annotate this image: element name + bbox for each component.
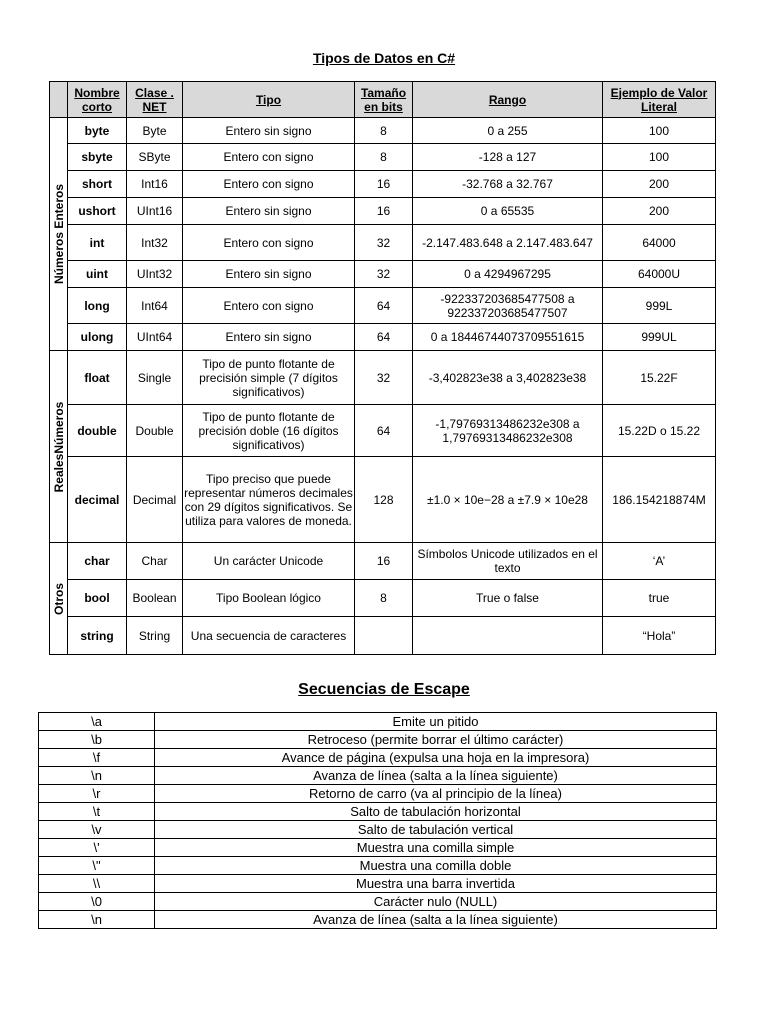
escape-title: Secuencias de Escape xyxy=(298,681,470,698)
cell-ejemplo: 15.22D o 15.22 xyxy=(603,405,716,457)
cell-tipo: Una secuencia de caracteres xyxy=(183,617,355,655)
cell-nombre: double xyxy=(68,405,127,457)
escape-desc: Avance de página (expulsa una hoja en la impresora) xyxy=(155,749,717,767)
escape-seq: \0 xyxy=(39,893,155,911)
cell-clase-net: Decimal xyxy=(127,457,183,543)
cell-tamano: 32 xyxy=(355,351,413,405)
cell-tamano: 8 xyxy=(355,144,413,171)
escape-row xyxy=(39,731,717,749)
cell-tipo: Entero sin signo xyxy=(183,198,355,225)
escape-desc: Retroceso (permite borrar el último carácter) xyxy=(155,731,717,749)
cell-clase-net: Single xyxy=(127,351,183,405)
cell-clase-net: String xyxy=(127,617,183,655)
cell-rango: -128 a 127 xyxy=(413,144,603,171)
cell-rango: 0 a 4294967295 xyxy=(413,261,603,288)
escape-seq: \r xyxy=(39,785,155,803)
cell-rango: ±1.0 × 10e−28 a ±7.9 × 10e28 xyxy=(413,457,603,543)
escape-row xyxy=(39,803,717,821)
data-types-table xyxy=(49,81,716,655)
cell-nombre: long xyxy=(68,288,127,324)
escape-desc: Salto de tabulación vertical xyxy=(155,821,717,839)
escape-desc: Avanza de línea (salta a la línea siguiente) xyxy=(155,767,717,785)
escape-row xyxy=(39,767,717,785)
cell-rango: -2.147.483.648 a 2.147.483.647 xyxy=(413,225,603,261)
group-header-cell xyxy=(50,82,68,118)
cell-tipo: Entero con signo xyxy=(183,225,355,261)
type-row xyxy=(50,405,716,457)
escape-seq: \b xyxy=(39,731,155,749)
cell-ejemplo: 999L xyxy=(603,288,716,324)
type-row xyxy=(50,198,716,225)
cell-rango xyxy=(413,617,603,655)
escape-row xyxy=(39,821,717,839)
cell-nombre: sbyte xyxy=(68,144,127,171)
escape-seq: \a xyxy=(39,713,155,731)
cell-rango: -3,402823e38 a 3,402823e38 xyxy=(413,351,603,405)
cell-tipo: Entero sin signo xyxy=(183,118,355,144)
escape-desc: Salto de tabulación horizontal xyxy=(155,803,717,821)
type-row xyxy=(50,457,716,543)
header-tamano: Tamaño en bits xyxy=(355,82,413,118)
cell-ejemplo: 200 xyxy=(603,198,716,225)
group-cell xyxy=(50,118,68,351)
cell-tamano: 64 xyxy=(355,288,413,324)
group-label: Otros xyxy=(51,582,66,615)
group-label: Números Enteros xyxy=(51,183,66,285)
escape-seq: \v xyxy=(39,821,155,839)
type-row xyxy=(50,288,716,324)
type-row xyxy=(50,225,716,261)
cell-tamano: 16 xyxy=(355,198,413,225)
cell-ejemplo: ‘A’ xyxy=(603,543,716,580)
escape-desc: Retorno de carro (va al principio de la línea) xyxy=(155,785,717,803)
escape-desc: Emite un pitido xyxy=(155,713,717,731)
escape-sequences-table xyxy=(38,712,717,929)
cell-tamano: 64 xyxy=(355,405,413,457)
escape-seq: \f xyxy=(39,749,155,767)
cell-rango: 0 a 255 xyxy=(413,118,603,144)
cell-nombre: int xyxy=(68,225,127,261)
cell-tipo: Tipo Boolean lógico xyxy=(183,580,355,617)
header-nombre-corto: Nombre corto xyxy=(68,82,127,118)
escape-desc: Muestra una comilla doble xyxy=(155,857,717,875)
escape-desc: Muestra una barra invertida xyxy=(155,875,717,893)
escape-row xyxy=(39,785,717,803)
cell-tamano: 16 xyxy=(355,171,413,198)
cell-tipo: Tipo preciso que puede representar números decimales con 29 dígitos significativos. Se utiliza para valores de moneda. xyxy=(183,457,355,543)
type-row xyxy=(50,144,716,171)
cell-tipo: Entero sin signo xyxy=(183,324,355,351)
cell-tamano: 8 xyxy=(355,580,413,617)
cell-clase-net: Int64 xyxy=(127,288,183,324)
cell-nombre: string xyxy=(68,617,127,655)
cell-clase-net: UInt32 xyxy=(127,261,183,288)
group-cell xyxy=(50,543,68,655)
escape-row xyxy=(39,875,717,893)
cell-clase-net: Char xyxy=(127,543,183,580)
cell-tipo: Tipo de punto flotante de precisión simple (7 dígitos significativos) xyxy=(183,351,355,405)
cell-rango: -1,79769313486232e308 a 1,79769313486232e308 xyxy=(413,405,603,457)
escape-row xyxy=(39,749,717,767)
cell-tipo: Entero con signo xyxy=(183,171,355,198)
cell-clase-net: SByte xyxy=(127,144,183,171)
type-row xyxy=(50,617,716,655)
cell-clase-net: UInt64 xyxy=(127,324,183,351)
cell-tipo: Tipo de punto flotante de precisión doble (16 dígitos significativos) xyxy=(183,405,355,457)
cell-tamano: 32 xyxy=(355,225,413,261)
header-tipo: Tipo xyxy=(183,82,355,118)
cell-clase-net: Int32 xyxy=(127,225,183,261)
cell-rango: 0 a 65535 xyxy=(413,198,603,225)
cell-ejemplo: 100 xyxy=(603,118,716,144)
group-cell xyxy=(50,351,68,543)
cell-tipo: Entero con signo xyxy=(183,288,355,324)
cell-rango: 0 a 18446744073709551615 xyxy=(413,324,603,351)
cell-clase-net: Double xyxy=(127,405,183,457)
types-title: Tipos de Datos en C# xyxy=(312,50,456,66)
cell-rango: -922337203685477508 a 922337203685477507 xyxy=(413,288,603,324)
type-row xyxy=(50,324,716,351)
cell-clase-net: Int16 xyxy=(127,171,183,198)
group-label: RealesNúmeros xyxy=(51,401,66,492)
cell-nombre: byte xyxy=(68,118,127,144)
cell-tamano: 16 xyxy=(355,543,413,580)
escape-seq: \' xyxy=(39,839,155,857)
cell-tipo: Entero con signo xyxy=(183,144,355,171)
cell-tamano xyxy=(355,617,413,655)
cell-nombre: bool xyxy=(68,580,127,617)
escape-seq: \" xyxy=(39,857,155,875)
cell-rango: True o false xyxy=(413,580,603,617)
header-ejemplo: Ejemplo de Valor Literal xyxy=(603,82,716,118)
cell-ejemplo: 186.154218874M xyxy=(603,457,716,543)
cell-ejemplo: 64000 xyxy=(603,225,716,261)
cell-ejemplo: 100 xyxy=(603,144,716,171)
cell-ejemplo: 15.22F xyxy=(603,351,716,405)
escape-seq: \t xyxy=(39,803,155,821)
cell-tipo: Un carácter Unicode xyxy=(183,543,355,580)
cell-nombre: decimal xyxy=(68,457,127,543)
cell-tamano: 8 xyxy=(355,118,413,144)
cell-rango: Símbolos Unicode utilizados en el texto xyxy=(413,543,603,580)
cell-ejemplo: 999UL xyxy=(603,324,716,351)
cell-ejemplo: true xyxy=(603,580,716,617)
cell-ejemplo: “Hola” xyxy=(603,617,716,655)
cell-clase-net: Boolean xyxy=(127,580,183,617)
cell-tamano: 64 xyxy=(355,324,413,351)
cell-clase-net: Byte xyxy=(127,118,183,144)
escape-desc: Carácter nulo (NULL) xyxy=(155,893,717,911)
cell-ejemplo: 200 xyxy=(603,171,716,198)
cell-ejemplo: 64000U xyxy=(603,261,716,288)
type-row xyxy=(50,543,716,580)
type-row xyxy=(50,171,716,198)
type-row xyxy=(50,261,716,288)
escape-desc: Avanza de línea (salta a la línea siguiente) xyxy=(155,911,717,929)
escape-seq: \\ xyxy=(39,875,155,893)
cell-nombre: uint xyxy=(68,261,127,288)
type-row xyxy=(50,580,716,617)
type-row xyxy=(50,118,716,144)
type-row xyxy=(50,351,716,405)
escape-row xyxy=(39,893,717,911)
escape-seq: \n xyxy=(39,911,155,929)
cell-nombre: ulong xyxy=(68,324,127,351)
escape-row xyxy=(39,911,717,929)
cell-tipo: Entero sin signo xyxy=(183,261,355,288)
cell-tamano: 32 xyxy=(355,261,413,288)
cell-nombre: float xyxy=(68,351,127,405)
header-rango: Rango xyxy=(413,82,603,118)
cell-rango: -32.768 a 32.767 xyxy=(413,171,603,198)
header-clase-net: Clase . NET xyxy=(127,82,183,118)
escape-row xyxy=(39,857,717,875)
cell-nombre: ushort xyxy=(68,198,127,225)
escape-row xyxy=(39,839,717,857)
cell-clase-net: UInt16 xyxy=(127,198,183,225)
cell-nombre: short xyxy=(68,171,127,198)
escape-row xyxy=(39,713,717,731)
cell-nombre: char xyxy=(68,543,127,580)
cell-tamano: 128 xyxy=(355,457,413,543)
escape-desc: Muestra una comilla simple xyxy=(155,839,717,857)
header-row xyxy=(50,82,716,118)
escape-seq: \n xyxy=(39,767,155,785)
